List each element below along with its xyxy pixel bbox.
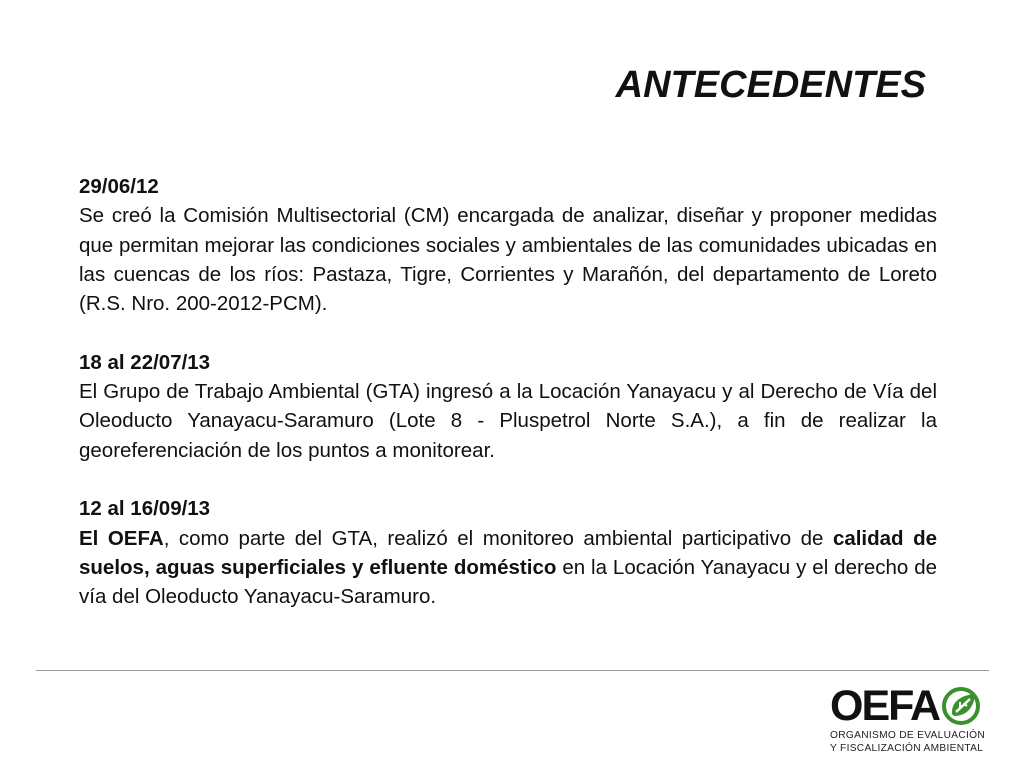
logo-subtitle — [830, 730, 995, 755]
bold-topics: calidad de suelos, aguas superficiales y efluente doméstico — [79, 526, 937, 579]
entry-september-2013 — [79, 494, 937, 611]
entry-2012 — [79, 172, 937, 318]
logo-subtitle-line: ORGANISMO DE EVALUACIÓN — [830, 730, 986, 741]
bold-subject: El OEFA — [79, 526, 164, 550]
slide-title: ANTECEDENTES — [615, 64, 926, 106]
logo-wordmark: OEFA — [830, 682, 940, 730]
entry-date: 29/06/12 — [79, 175, 159, 198]
slide-body — [79, 172, 937, 641]
oefa-logo — [830, 684, 995, 756]
entry-text: El Grupo de Trabajo Ambiental (GTA) ingresó a la Locación Yanayacu y al Derecho de Vía del Oleoducto Yanayacu-Saramuro (Lote 8 - Pluspetrol Norte S.A.), a fin de realizar la georeferenciación de los puntos a monitorear. — [79, 380, 937, 462]
text-segment: , como parte del GTA, realizó el monitoreo ambiental participativo de — [163, 526, 833, 550]
logo-subtitle-line: Y FISCALIZACIÓN AMBIENTAL — [830, 742, 984, 754]
entry-text: Se creó la Comisión Multisectorial (CM) encargada de analizar, diseñar y proponer medidas que permitan mejorar las condiciones sociales y ambientales de las comunidades ubicadas en las cuencas de los ríos: Pastaza, Tigre, Corrientes y Marañón, del departamento de Loreto (R.S. Nro. 200-2012-PCM). — [79, 204, 937, 316]
leaf-check-icon — [941, 686, 981, 726]
entry-july-2013 — [79, 348, 937, 465]
footer-divider — [36, 670, 989, 671]
entry-date: 18 al 22/07/13 — [79, 350, 211, 374]
entry-text — [79, 524, 937, 612]
entry-date: 12 al 16/09/13 — [79, 497, 211, 521]
text-segment: en la Locación Yanayacu y el derecho de vía del Oleoducto Yanayacu-Saramuro. — [79, 555, 937, 609]
